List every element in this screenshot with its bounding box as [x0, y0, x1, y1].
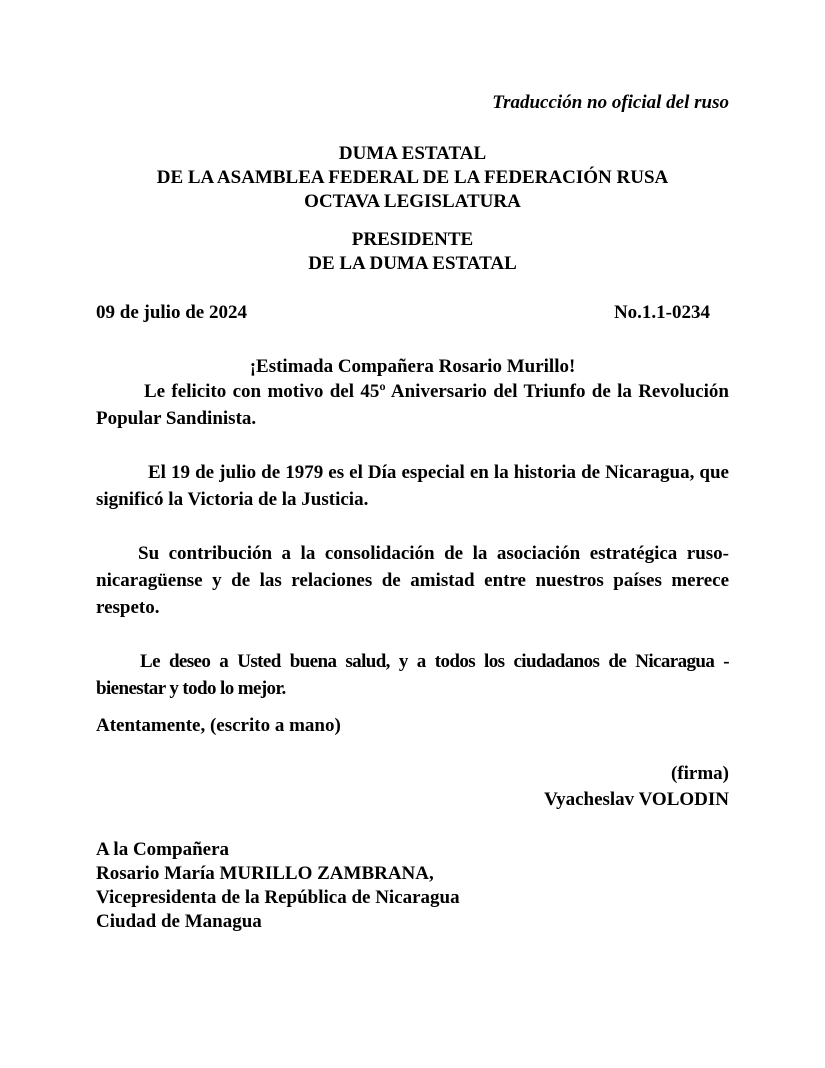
paragraph-partnership: Su contribución a la consolidación de la asociación estratégica ruso-nicaragüense y de las relaciones de amistad entre nuestros países merece respeto. [96, 543, 729, 618]
office-line-2: DE LA DUMA ESTATAL [308, 253, 517, 274]
recipient-line-1: A la Compañera [96, 839, 229, 860]
paragraph-history: El 19 de julio de 1979 es el Día especial en la historia de Nicaragua, que significó la Victoria de la Justicia. [96, 462, 729, 510]
closing: Atentamente, (escrito a mano) [96, 715, 341, 736]
translation-note: Traducción no oficial del ruso [492, 92, 729, 113]
recipient-line-2: Rosario María MURILLO ZAMBRANA, [96, 863, 434, 884]
reference-number: No.1.1-0234 [613, 302, 710, 323]
letter-date: 09 de julio de 2024 [96, 302, 247, 323]
paragraph-anniversary: Le felicito con motivo del 45º Aniversario del Triunfo de la Revolución Popular Sandinista. [96, 381, 729, 429]
signatory-name: Vyacheslav VOLODIN [544, 789, 729, 810]
office-line-1: PRESIDENTE [351, 229, 474, 250]
recipient-line-3: Vicepresidenta de la República de Nicaragua [96, 887, 460, 908]
recipient-line-4: Ciudad de Managua [96, 911, 262, 932]
header-line-3: OCTAVA LEGISLATURA [304, 191, 521, 212]
paragraph-wishes: Le deseo a Usted buena salud, y a todos los ciudadanos de Nicaragua - bienestar y todo lo mejor. [96, 651, 729, 699]
header-line-1: DUMA ESTATAL [338, 143, 487, 164]
header-line-2: DE LA ASAMBLEA FEDERAL DE LA FEDERACIÓN RUSA [156, 167, 669, 188]
signature-mark: (firma) [670, 763, 729, 784]
greeting: ¡Estimada Compañera Rosario Murillo! [249, 356, 576, 377]
